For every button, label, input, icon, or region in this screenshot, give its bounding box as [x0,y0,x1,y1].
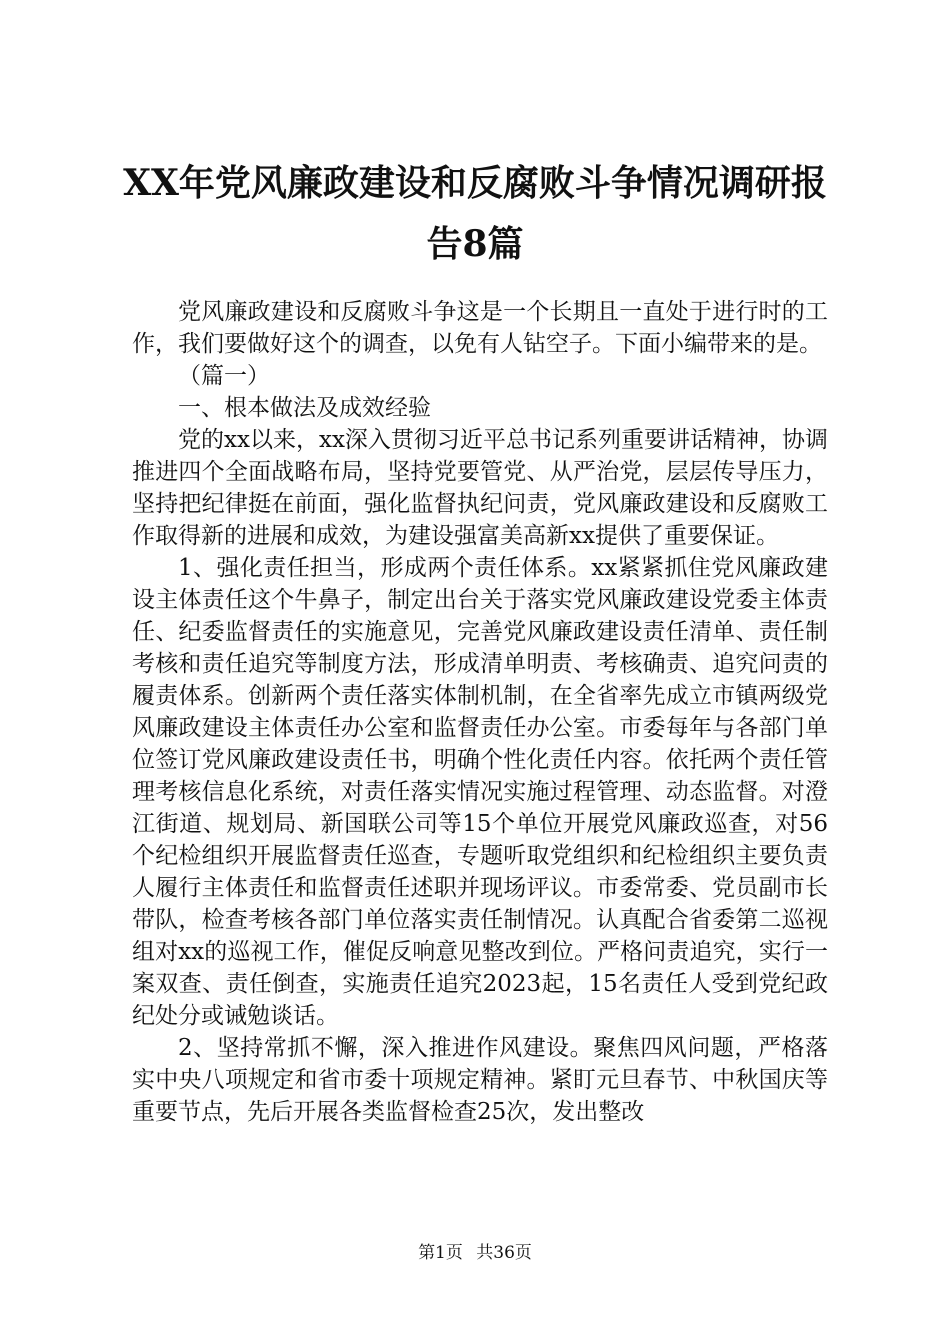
page-footer [0,1242,950,1264]
document-title-line-2: 告8篇 [426,223,524,265]
body-paragraph: 党的xx以来，xx深入贯彻习近平总书记系列重要讲话精神，协调推进四个全面战略布局，坚持党要管党、从严治党，层层传导压力，坚持把纪律挺在前面，强化监督执纪问责，党风廉政建设和反腐败工作取得新的进展和成效，为建设强富美高新xx提供了重要保证。 [132,427,828,549]
page-total: 共36页 [476,1243,532,1263]
section-label: （篇一） [178,363,270,389]
page-number: 第1页 [418,1243,463,1263]
document-body [132,296,828,1128]
document-title-line-1: XX年党风廉政建设和反腐败斗争情况调研报 [123,162,827,204]
intro-paragraph: 党风廉政建设和反腐败斗争这是一个长期且一直处于进行时的工作，我们要做好这个的调查，以免有人钻空子。下面小编带来的是。 [132,299,828,357]
body-paragraph: 2、坚持常抓不懈，深入推进作风建设。聚焦四风问题，严格落实中央八项规定和省市委十项规定精神。紧盯元旦春节、中秋国庆等重要节点，先后开展各类监督检查25次，发出整改 [132,1035,828,1125]
section-heading: 一、根本做法及成效经验 [178,395,431,421]
body-paragraph: 1、强化责任担当，形成两个责任体系。xx紧紧抓住党风廉政建设主体责任这个牛鼻子，制定出台关于落实党风廉政建设党委主体责任、纪委监督责任的实施意见，完善党风廉政建设责任清单、责任制考核和责任追究等制度方法，形成清单明责、考核确责、追究问责的履责体系。创新两个责任落实体制机制，在全省率先成立市镇两级党风廉政建设主体责任办公室和监督责任办公室。市委每年与各部门单位签订党风廉政建设责任书，明确个性化责任内容。依托两个责任管理考核信息化系统，对责任落实情况实施过程管理、动态监督。对澄江街道、规划局、新国联公司等15个单位开展党风廉政巡查，对56个纪检组织开展监督责任巡查，专题听取党组织和纪检组织主要负责人履行主体责任和监督责任述职并现场评议。市委常委、党员副市长带队，检查考核各部门单位落实责任制情况。认真配合省委第二巡视组对xx的巡视工作，催促反响意见整改到位。严格问责追究，实行一案双查、责任倒查，实施责任追究2023起，15名责任人受到党纪政纪处分或诫勉谈话。 [132,555,828,1029]
